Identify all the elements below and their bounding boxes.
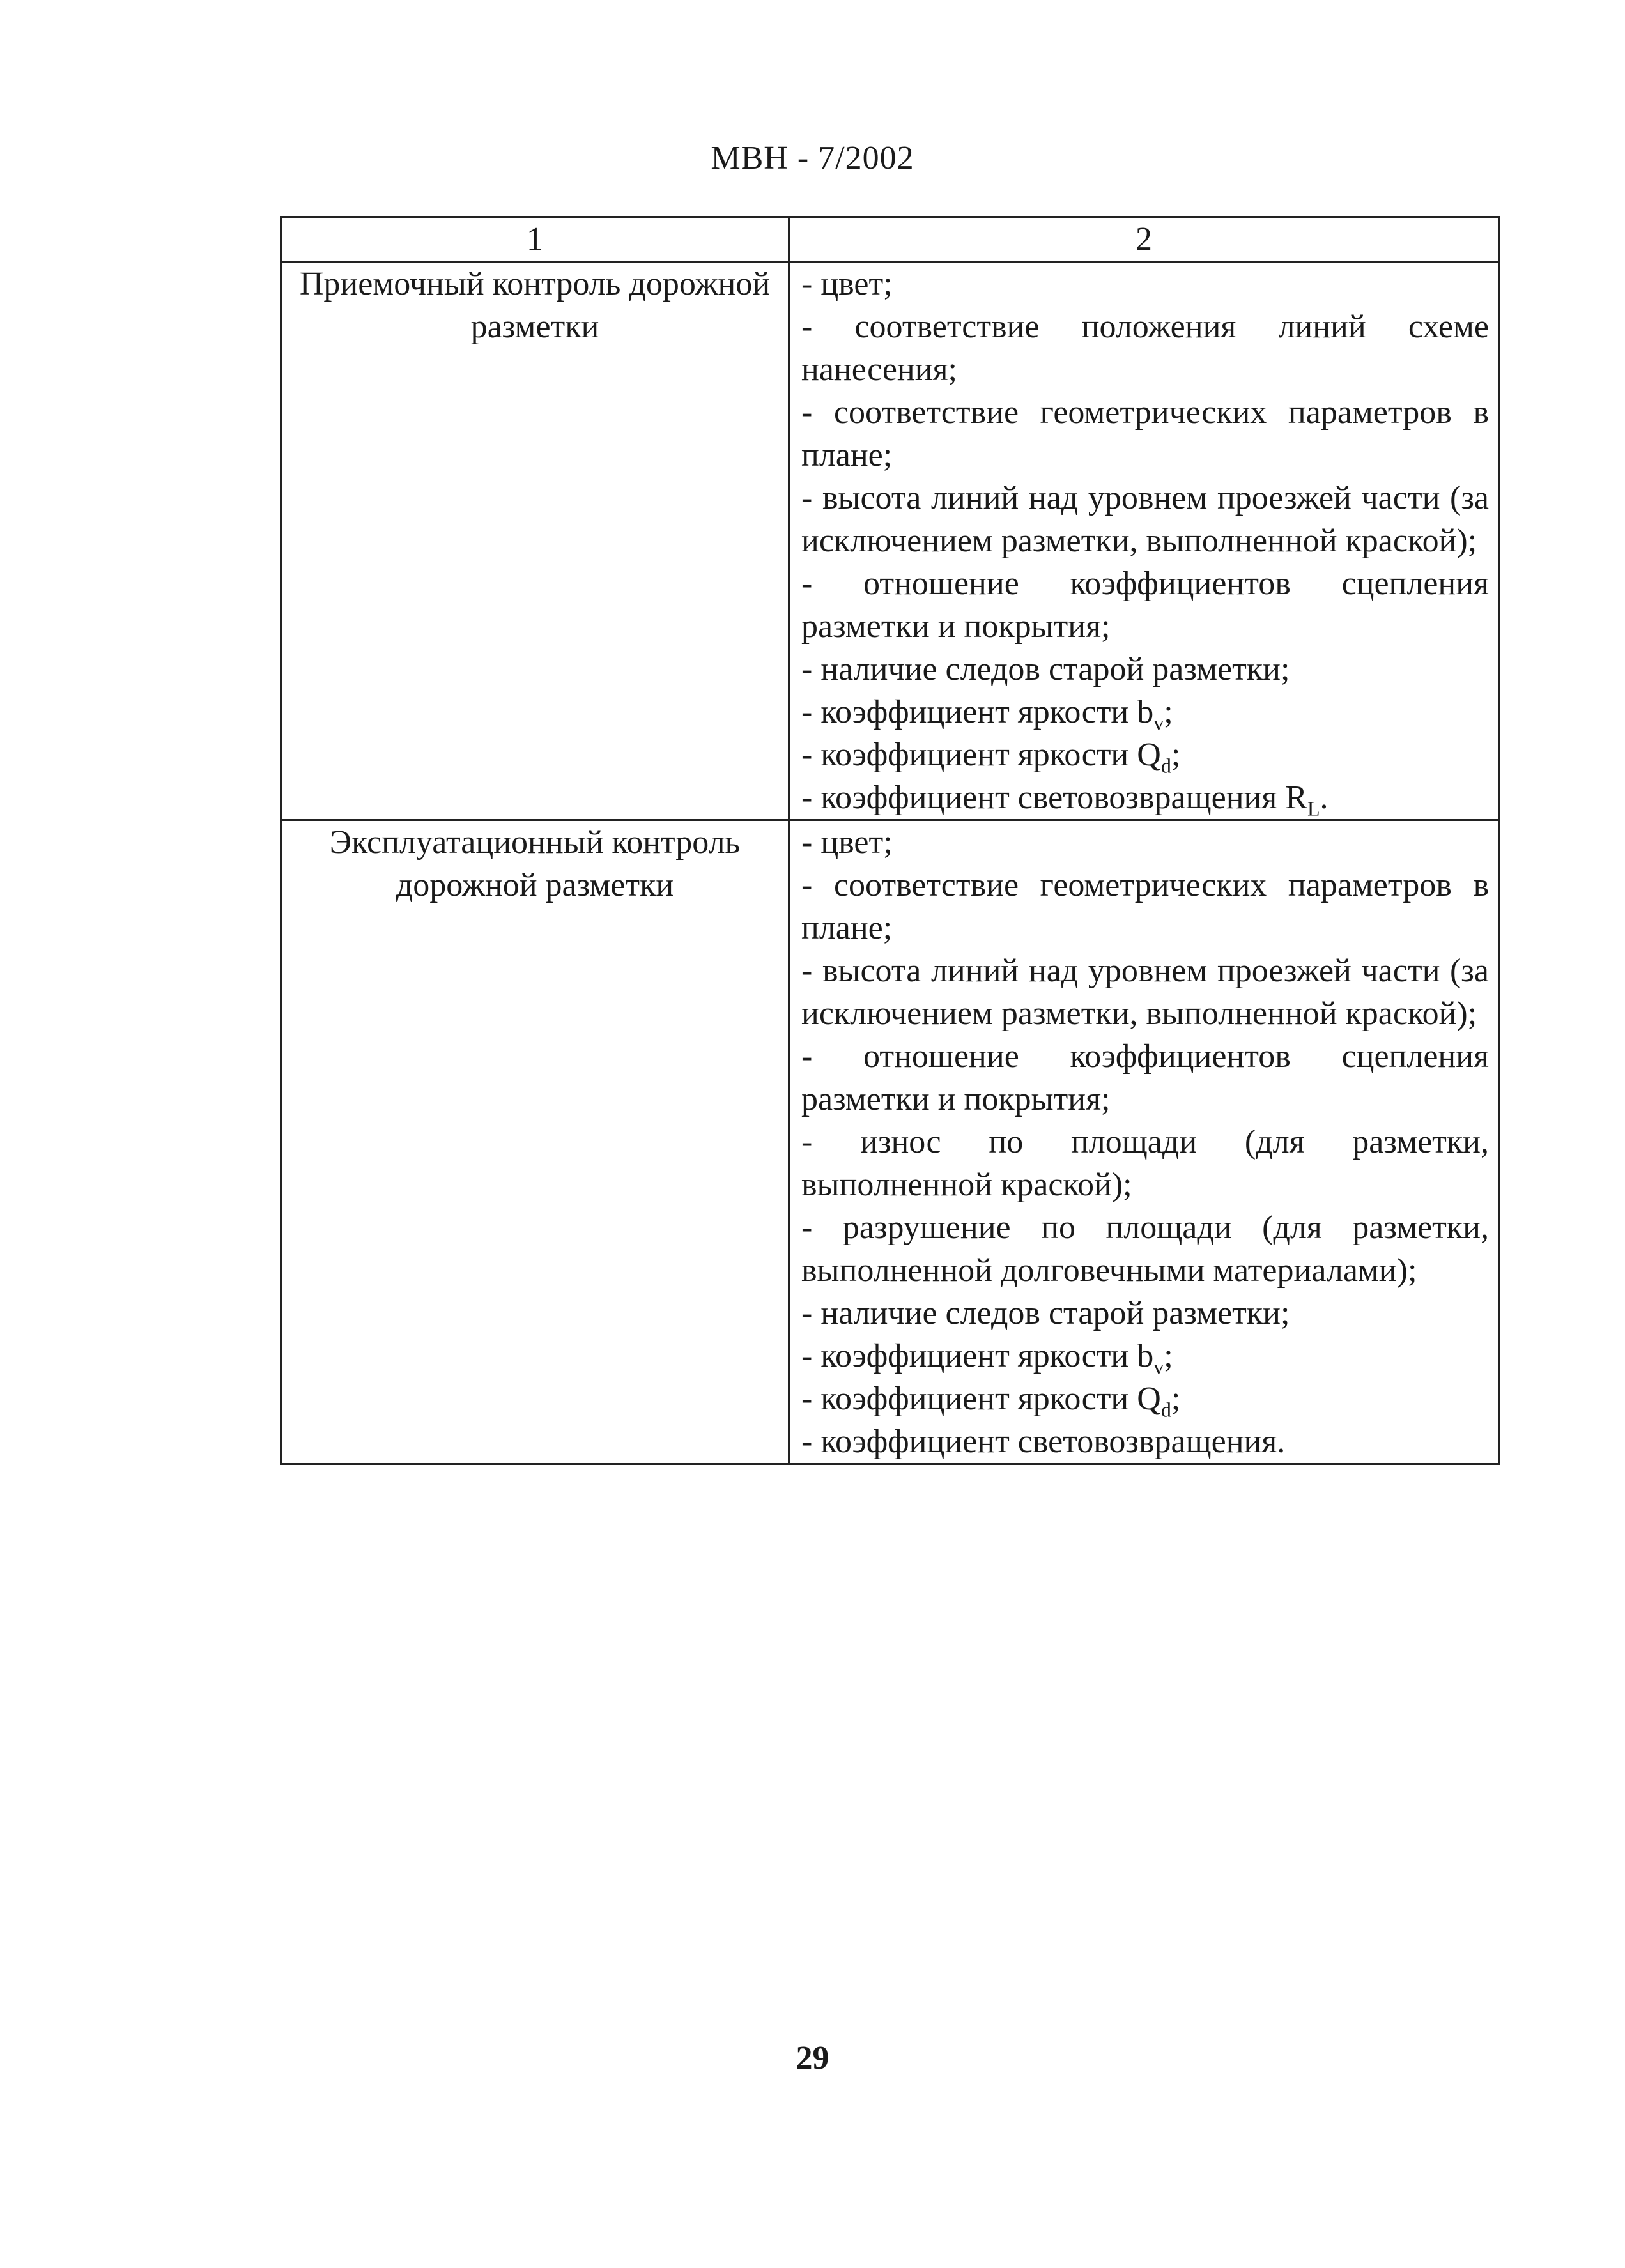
control-type-cell: Приемочный контроль дорожной разметки <box>281 262 789 820</box>
list-item-brightness-qd <box>801 1377 1489 1420</box>
control-table <box>280 216 1500 1465</box>
list-item: - высота линий над уровнем проезжей части (за исключением разметки, выполненной краской); <box>801 953 1489 1032</box>
page-number: 29 <box>796 2040 829 2076</box>
parameters-cell <box>789 262 1499 820</box>
list-item: - высота линий над уровнем проезжей части (за исключением разметки, выполненной краской); <box>801 480 1489 559</box>
list-item: - цвет; <box>801 266 893 302</box>
list-item: - цвет; <box>801 824 893 861</box>
item-punctuation: ; <box>1164 1338 1173 1374</box>
item-subscript: v <box>1153 711 1164 735</box>
list-item: - соответствие геометрических параметров в плане; <box>801 394 1489 473</box>
item-subscript: d <box>1160 754 1171 778</box>
list-item-retroreflection: - коэффициент световозвращения. <box>801 1423 1286 1460</box>
list-item-retroreflection <box>801 776 1489 819</box>
list-item: - износ по площади (для разметки, выполненной краской); <box>801 1124 1489 1203</box>
parameters-cell <box>789 820 1499 1464</box>
list-item: - соответствие положения линий схеме нанесения; <box>801 309 1489 388</box>
list-item-brightness-bv <box>801 1335 1489 1377</box>
list-item: - наличие следов старой разметки; <box>801 1295 1290 1331</box>
item-text: - коэффициент яркости Q <box>801 1381 1161 1417</box>
item-text: - коэффициент световозвращения R <box>801 779 1307 816</box>
control-type-cell: Эксплуатационный контроль дорожной разметки <box>281 820 789 1464</box>
list-item: - отношение коэффициентов сцепления разметки и покрытия; <box>801 1038 1489 1117</box>
list-item-brightness-bv <box>801 691 1489 733</box>
column-header-1: 1 <box>281 217 789 262</box>
list-item-brightness-qd <box>801 733 1489 776</box>
item-punctuation: ; <box>1164 694 1173 730</box>
item-text: - коэффициент яркости Q <box>801 737 1161 773</box>
item-subscript: L <box>1307 797 1320 820</box>
item-punctuation: ; <box>1171 1381 1181 1417</box>
item-text: - коэффициент яркости b <box>801 694 1154 730</box>
list-item: - отношение коэффициентов сцепления разметки и покрытия; <box>801 565 1489 645</box>
item-text: - коэффициент яркости b <box>801 1338 1154 1374</box>
item-punctuation: ; <box>1171 737 1181 773</box>
document-code-header: МВН - 7/2002 <box>711 140 914 176</box>
list-item: - соответствие геометрических параметров в плане; <box>801 867 1489 946</box>
item-subscript: d <box>1160 1398 1171 1421</box>
table-header-row <box>281 217 1499 262</box>
item-subscript: v <box>1153 1355 1164 1379</box>
list-item: - разрушение по площади (для разметки, выполненной долговечными материалами); <box>801 1209 1489 1289</box>
table-row <box>281 262 1499 820</box>
table-row <box>281 820 1499 1464</box>
item-punctuation: . <box>1320 779 1328 816</box>
list-item: - наличие следов старой разметки; <box>801 651 1290 687</box>
column-header-2: 2 <box>789 217 1499 262</box>
